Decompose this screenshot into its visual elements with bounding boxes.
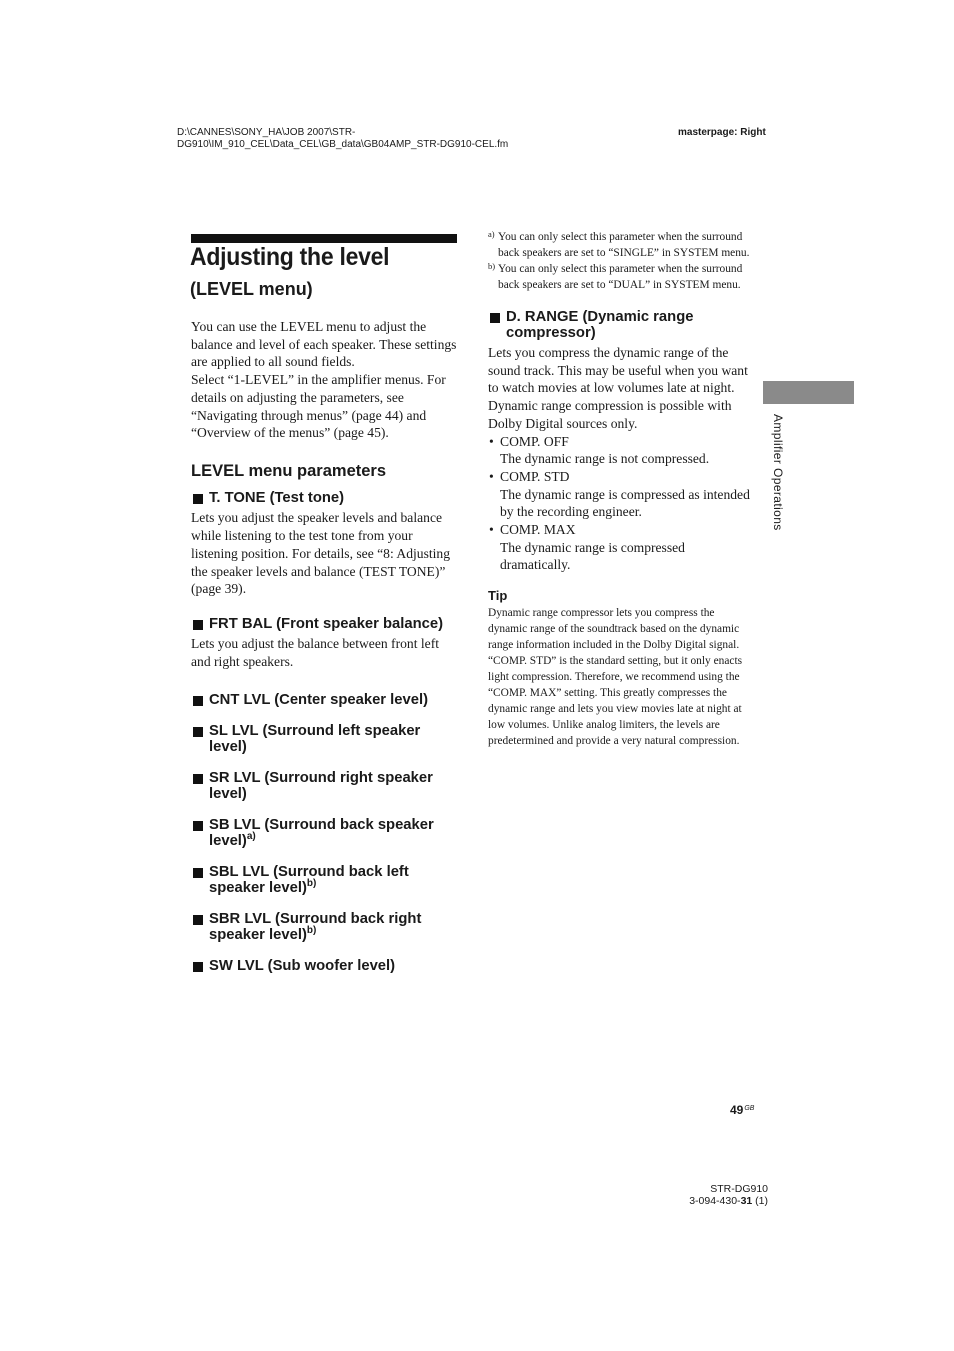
square-bullet-icon: [193, 821, 203, 831]
footnote-ref-b: b): [306, 924, 317, 936]
masterpage-label: masterpage: Right: [678, 127, 766, 138]
footnote-b: b) You can only select this parameter when the surround back speakers are set to “DUAL” in SYSTEM menu.: [488, 261, 743, 291]
drange-option-max: • COMP. MAX: [489, 522, 576, 538]
square-bullet-icon: [193, 868, 203, 878]
intro-paragraph-2: Select “1-LEVEL” in the amplifier menus. For details on adjusting the parameters, see “Navigating through menus” (page 44) and “Overview of the menus” (page 45).: [191, 372, 446, 441]
page-number: $49^{GB}$: [730, 1103, 755, 1117]
param-ttone-desc: Lets you adjust the speaker levels and balance while listening to the test tone from your listening position. For details, see “8: Adjusting the speaker levels and balance (TEST TONE)” (page 39).: [191, 510, 451, 597]
chapter-tab: [763, 381, 854, 404]
file-path-header: [177, 127, 508, 151]
square-bullet-icon: [193, 774, 203, 784]
tip-paragraph-1: Dynamic range compressor lets you compress the dynamic range of the soundtrack based on the dynamic range information included in the Dolby Digital signal.: [488, 607, 740, 652]
page-subtitle: (LEVEL menu): [190, 279, 313, 299]
param-sbrlvl-heading: SBR LVL (Surround back right speaker level)$^{b)}$: [191, 912, 459, 943]
param-srlvl-heading: SR LVL (Surround right speaker level): [191, 771, 459, 802]
param-frtbal-desc: Lets you adjust the balance between front left and right speakers.: [191, 636, 439, 670]
square-bullet-icon: [193, 915, 203, 925]
param-sllvl-heading: SL LVL (Surround left speaker level): [191, 724, 459, 755]
file-path-line-1: D:\CANNES\SONY_HA\JOB 2007\STR-: [177, 127, 356, 138]
square-bullet-icon: [193, 727, 203, 737]
tip-paragraph-2: “COMP. STD” is the standard setting, but it only enacts light compression. Therefore, we recommend using the “COMP. MAX” setting. This greatly compresses the dynamic range and lets you view movies late at night at low volumes. Unlike analog limiters, the levels are predetermined and provide a very natural compression.: [488, 655, 743, 748]
square-bullet-icon: [193, 620, 203, 630]
param-sbllvl-heading: SBL LVL (Surround back left speaker level)$^{b)}$: [191, 865, 459, 896]
footnote-ref-b: b): [306, 877, 317, 889]
bullet-dot-icon: •: [489, 522, 494, 538]
footer-model-info: [660, 1183, 768, 1207]
tip-heading: Tip: [488, 588, 508, 604]
square-bullet-icon: [193, 494, 203, 504]
param-cntlvl-heading: CNT LVL (Center speaker level): [191, 693, 459, 709]
right-column: [488, 229, 756, 749]
param-ttone-heading: T. TONE (Test tone): [191, 491, 459, 507]
square-bullet-icon: [193, 962, 203, 972]
drange-option-std: • COMP. STD: [489, 468, 570, 484]
footer-model: STR-DG910: [710, 1183, 768, 1195]
drange-option-std-desc: The dynamic range is compressed as intended by the recording engineer.: [500, 486, 750, 520]
left-column: [191, 318, 459, 975]
drange-option-off-desc: The dynamic range is not compressed.: [500, 451, 710, 467]
title-rule: [191, 234, 457, 243]
param-swlvl-heading: SW LVL (Sub woofer level): [191, 959, 459, 975]
drange-option-max-desc: The dynamic range is compressed dramatically.: [500, 539, 685, 573]
param-sblvl-heading: SB LVL (Surround back speaker level)$^{a)}$: [191, 818, 459, 849]
footer-code: 3-094-430-31 (1): [689, 1195, 768, 1207]
intro-paragraph-1: You can use the LEVEL menu to adjust the balance and level of each speaker. These settings are applied to all sound fields.: [191, 319, 457, 370]
bullet-dot-icon: •: [489, 433, 494, 449]
footnote-a: a) You can only select this parameter when the surround back speakers are set to “SINGLE” in SYSTEM menu.: [488, 229, 750, 259]
file-path-line-2: DG910\IM_910_CEL\Data_CEL\GB_data\GB04AMP_STR-DG910-CEL.fm: [177, 139, 509, 150]
square-bullet-icon: [490, 313, 500, 323]
param-frtbal-heading: FRT BAL (Front speaker balance): [191, 617, 459, 633]
footnote-ref-a: a): [246, 830, 256, 842]
section-heading: LEVEL menu parameters: [191, 461, 387, 480]
square-bullet-icon: [193, 696, 203, 706]
param-drange-heading: D. RANGE (Dynamic range compressor): [488, 310, 756, 341]
chapter-side-label: Amplifier Operations: [771, 414, 785, 531]
page-title: Adjusting the level: [190, 243, 390, 271]
param-drange-desc: Lets you compress the dynamic range of the sound track. This may be useful when you want to watch movies at low volumes late at night. Dynamic range compression is possible with Dolby Digital sources only.: [488, 345, 748, 431]
bullet-dot-icon: •: [489, 468, 494, 484]
drange-option-off: • COMP. OFF: [489, 433, 569, 449]
